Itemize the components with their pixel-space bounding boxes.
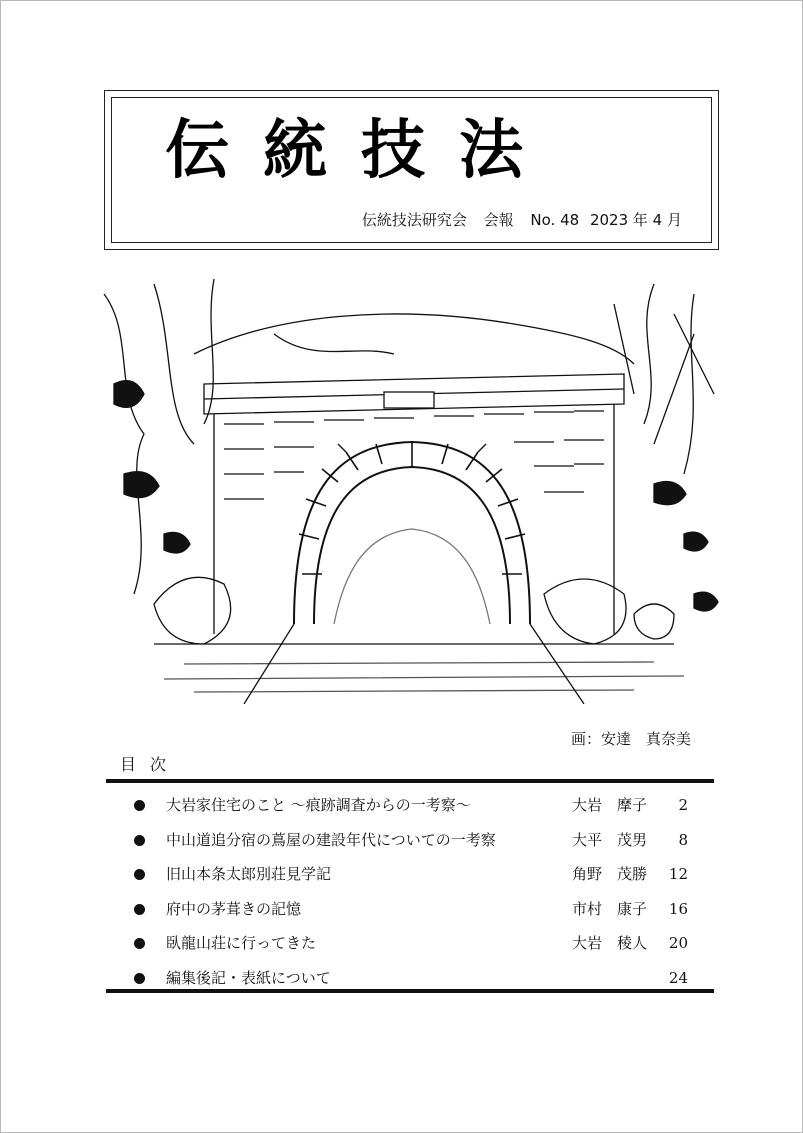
toc-item-title: 府中の茅葺きの記憶 [166, 899, 302, 918]
bullet-icon [134, 973, 145, 984]
toc-item-page: 12 [668, 865, 688, 883]
bullet-icon [134, 869, 145, 880]
table-of-contents [106, 788, 714, 995]
toc-item-page: 16 [668, 899, 688, 918]
toc-item-page: 24 [668, 968, 688, 987]
masthead-title: 伝統技法 [165, 113, 557, 188]
illustration-credit: 画：安達 真奈美 [570, 730, 691, 748]
toc-item-page: 2 [678, 796, 688, 814]
issue-date: 2023 年 4 月 [589, 211, 682, 229]
toc-item[interactable] [106, 926, 714, 961]
bullet-icon [134, 938, 145, 949]
toc-item-page: 8 [678, 830, 688, 849]
toc-bottom-rule [106, 989, 714, 993]
toc-item-title: 旧山本条太郎別荘見学記 [166, 865, 332, 883]
toc-item[interactable] [106, 857, 714, 892]
toc-item-author: 市村 康子 [572, 899, 648, 918]
masthead-box [104, 90, 719, 250]
toc-item[interactable] [106, 823, 714, 858]
toc-top-rule [106, 779, 714, 783]
bullet-icon [134, 904, 145, 915]
toc-item-author: 角野 茂勝 [572, 865, 648, 883]
toc-item-title: 編集後記・表紙について [166, 968, 331, 987]
toc-item-title: 大岩家住宅のこと ～痕跡調査からの一考察～ [166, 796, 471, 814]
toc-item-title: 臥龍山荘に行ってきた [166, 934, 317, 952]
toc-item-author: 大岩 摩子 [572, 796, 648, 814]
toc-heading: 目次 [120, 755, 181, 774]
toc-item-title: 中山道追分宿の蔦屋の建設年代についての一考察 [166, 830, 496, 849]
bullet-icon [134, 835, 145, 846]
bulletin-label: 会報 [483, 211, 514, 229]
toc-item-author: 大岩 稜人 [572, 934, 648, 952]
toc-item-author: 大平 茂男 [572, 830, 648, 849]
issue-number: No. 48 [530, 211, 580, 229]
organization-name: 伝統技法研究会 [361, 211, 467, 229]
toc-item[interactable] [106, 788, 714, 823]
masthead-subtitle [350, 209, 682, 230]
bullet-icon [134, 800, 145, 811]
stone-arch-tunnel-illustration [94, 274, 726, 704]
toc-item[interactable] [106, 892, 714, 927]
toc-item-page: 20 [668, 934, 688, 952]
